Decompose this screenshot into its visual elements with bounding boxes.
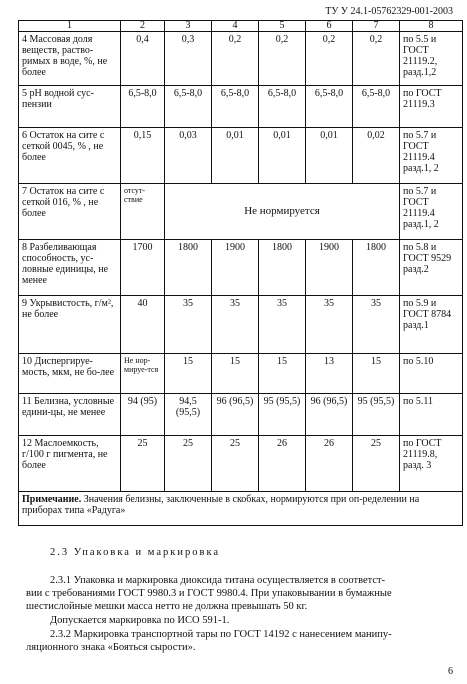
cell-value: 25 (121, 436, 165, 492)
row-reference: по 5.7 и ГОСТ 21119.4 разд.1, 2 (400, 184, 463, 240)
row-reference: по 5.10 (400, 354, 463, 394)
row-reference: по 5.5 и ГОСТ 21119.2, разд.1,2 (400, 32, 463, 86)
cell-value: 0,4 (121, 32, 165, 86)
cell-value: 0,03 (165, 128, 212, 184)
cell-value: отсут-ствие (121, 184, 165, 240)
cell-value: 35 (259, 296, 306, 354)
cell-value: 0,2 (212, 32, 259, 86)
row-reference: по 5.7 и ГОСТ 21119.4 разд.1, 2 (400, 128, 463, 184)
cell-value: 96 (96,5) (212, 394, 259, 436)
row-name: 6 Остаток на сите с сеткой 0045, % , не более (19, 128, 121, 184)
cell-value: 35 (165, 296, 212, 354)
cell-value: 95 (95,5) (353, 394, 400, 436)
cell-value: 6,5-8,0 (165, 86, 212, 128)
cell-value: 0,2 (306, 32, 353, 86)
cell-value: 35 (212, 296, 259, 354)
cell-value: 15 (353, 354, 400, 394)
row-name: 11 Белизна, условные едини-цы, не менее (19, 394, 121, 436)
page-number: 6 (448, 666, 453, 677)
column-number: 2 (121, 21, 165, 32)
row-reference: по 5.9 и ГОСТ 8784 разд.1 (400, 296, 463, 354)
cell-value: 0,01 (306, 128, 353, 184)
paragraph-line: ляционного знака «Бояться сырости». (26, 642, 196, 653)
row-reference: по 5.11 (400, 394, 463, 436)
paragraph-line: 2.3.2 Маркировка транспортной тары по ГОСТ 14192 с нанесением манипу- (50, 629, 392, 640)
cell-value: 0,01 (259, 128, 306, 184)
document-code: ТУ У 24.1-05762329-001-2003 (325, 6, 453, 17)
row-name: 5 рН водной сус-пензии (19, 86, 121, 128)
not-normalized-label: Не нормируется (165, 184, 400, 240)
cell-value: 1800 (353, 240, 400, 296)
cell-value: 0,2 (259, 32, 306, 86)
row-reference: по ГОСТ 21119.3 (400, 86, 463, 128)
cell-value: 0,01 (212, 128, 259, 184)
cell-value: 6,5-8,0 (353, 86, 400, 128)
column-number: 1 (19, 21, 121, 32)
row-name: 12 Маслоемкость, г/100 г пигмента, не более (19, 436, 121, 492)
cell-value: 1800 (165, 240, 212, 296)
row-name: 10 Диспергируе-мость, мкм, не бо-лее (19, 354, 121, 394)
cell-value: 0,3 (165, 32, 212, 86)
section-title: 2.3 Упаковка и маркировка (50, 547, 221, 558)
cell-value: 1900 (306, 240, 353, 296)
row-name: 4 Массовая доля веществ, раство-римых в воде, %, не более (19, 32, 121, 86)
row-reference: по ГОСТ 21119.8, разд. 3 (400, 436, 463, 492)
row-name: 8 Разбеливающая способность, ус-ловные единицы, не менее (19, 240, 121, 296)
row-name: 7 Остаток на сите с сеткой 016, % , не более (19, 184, 121, 240)
cell-value: 25 (353, 436, 400, 492)
paragraph-line: шестислойные мешки масса нетто не должна превышать 50 кг. (26, 601, 308, 612)
cell-value: 15 (259, 354, 306, 394)
cell-value: 94 (95) (121, 394, 165, 436)
cell-value: 25 (165, 436, 212, 492)
cell-value: 95 (95,5) (259, 394, 306, 436)
cell-value: 0,2 (353, 32, 400, 86)
cell-value: 26 (259, 436, 306, 492)
cell-value: 15 (165, 354, 212, 394)
column-number: 3 (165, 21, 212, 32)
column-number: 5 (259, 21, 306, 32)
paragraph-line: 2.3.1 Упаковка и маркировка диоксида титана осуществляется в соответст- (50, 575, 386, 586)
column-number: 7 (353, 21, 400, 32)
column-number: 4 (212, 21, 259, 32)
paragraph-line: Допускается маркировка по ИСО 591-1. (50, 615, 230, 626)
cell-value: 40 (121, 296, 165, 354)
row-name: 9 Укрывистость, г/м², не более (19, 296, 121, 354)
column-number: 8 (400, 21, 463, 32)
cell-value: 1700 (121, 240, 165, 296)
row-reference: по 5.8 и ГОСТ 9529 разд.2 (400, 240, 463, 296)
cell-value: 96 (96,5) (306, 394, 353, 436)
cell-value: 25 (212, 436, 259, 492)
cell-value: 94,5 (95,5) (165, 394, 212, 436)
cell-value: 6,5-8,0 (121, 86, 165, 128)
cell-value: 6,5-8,0 (306, 86, 353, 128)
cell-value: 0,15 (121, 128, 165, 184)
paragraph-line: вии с требованиями ГОСТ 9980.3 и ГОСТ 9980.4. При упаковывании в бумажные (26, 588, 392, 599)
cell-value: Не нор-мируе-тся (121, 354, 165, 394)
cell-value: 6,5-8,0 (212, 86, 259, 128)
cell-value: 1800 (259, 240, 306, 296)
cell-value: 1900 (212, 240, 259, 296)
cell-value: 13 (306, 354, 353, 394)
note-label: Примечание. (22, 494, 82, 505)
cell-value: 6,5-8,0 (259, 86, 306, 128)
cell-value: 15 (212, 354, 259, 394)
cell-value: 35 (353, 296, 400, 354)
note-text: Значения белизны, заключенные в скобках, нормируются при оп-ределении на приборах типа «Радуга» (22, 494, 420, 516)
column-number: 6 (306, 21, 353, 32)
cell-value: 26 (306, 436, 353, 492)
cell-value: 0,02 (353, 128, 400, 184)
cell-value: 35 (306, 296, 353, 354)
